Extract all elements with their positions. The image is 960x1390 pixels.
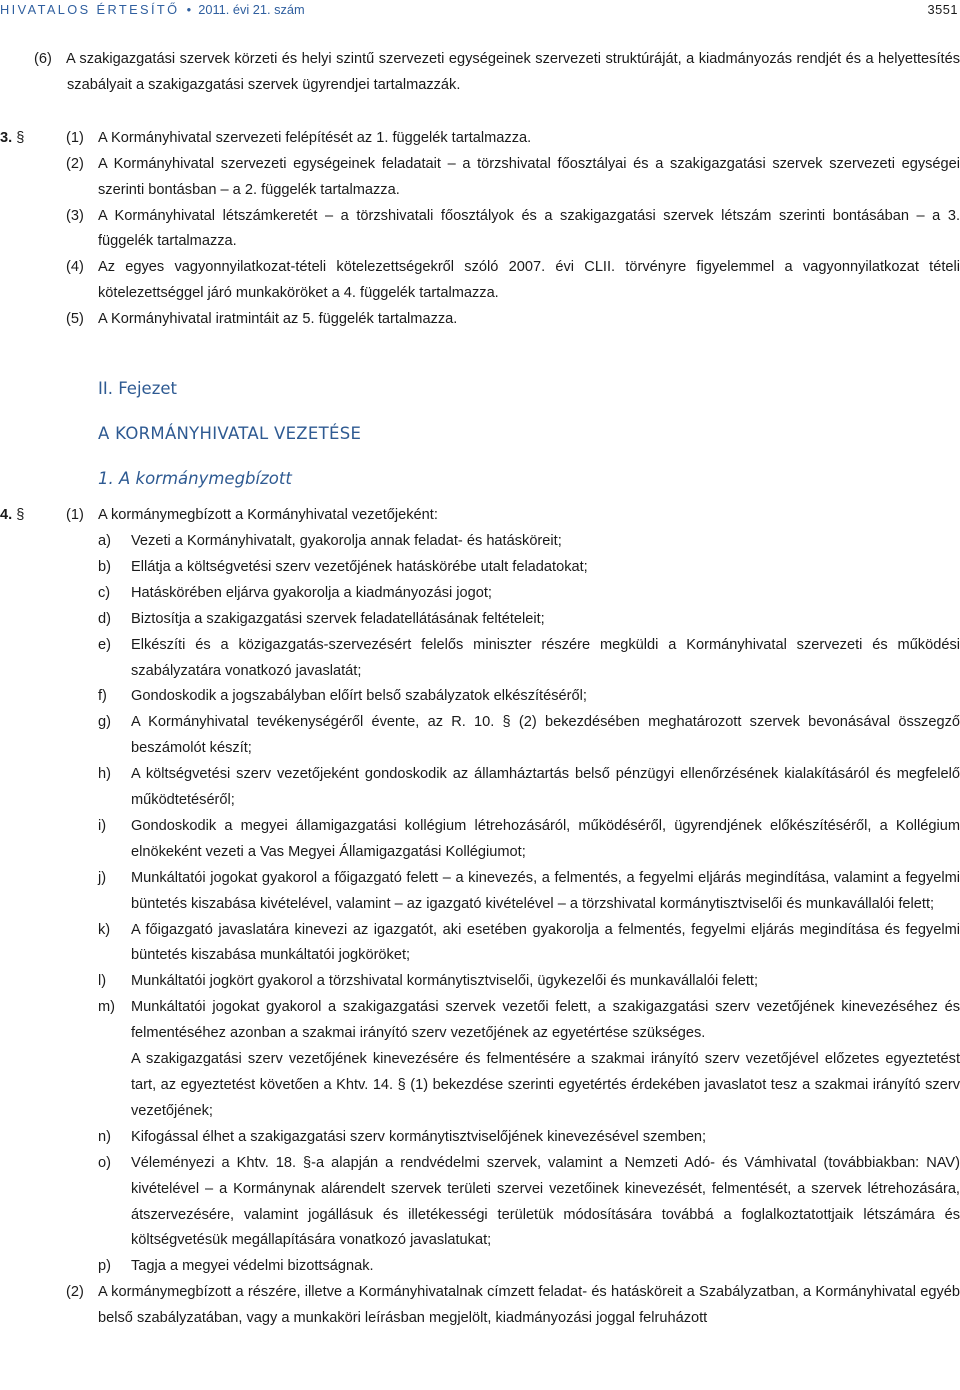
list-item	[0, 684, 960, 710]
section-3-para-3	[0, 204, 960, 256]
list-item	[0, 1254, 960, 1280]
list-item	[0, 762, 960, 814]
list-item	[0, 918, 960, 970]
paragraph-text: A kormánymegbízott a részére, illetve a Kormányhivatalnak címzett feladat- és hatásköreit a Szabályzatban, a Kormányhivatal egyéb belső szabályzatában, vagy a munkaköri leírásban megjelölt, kiadmányozási joggal felruházott	[98, 1284, 960, 1327]
list-item-text: Ellátja a költségvetési szerv vezetőjének hatáskörébe utalt feladatokat;	[131, 558, 588, 575]
journal-name: HIVATALOS ÉRTESÍTŐ	[0, 2, 180, 17]
list-item-text: A költségvetési szerv vezetőjeként gondoskodik az államháztartás belső pénzügyi ellenőrzésének kialakításáról és megfelelő működtetéséről;	[131, 766, 960, 809]
chapter-title: A KORMÁNYHIVATAL VEZETÉSE	[98, 424, 362, 444]
chapter-subtitle: 1. A kormánymegbízott	[98, 469, 292, 489]
paragraph-number: (5)	[66, 311, 84, 328]
list-item	[0, 607, 960, 633]
page-number: 3551	[927, 2, 958, 17]
list-item	[0, 1151, 960, 1255]
list-letter: k)	[98, 921, 111, 938]
issue-label: 2011. évi 21. szám	[198, 2, 305, 17]
list-item	[0, 814, 960, 866]
list-item-text: Hatáskörében eljárva gyakorolja a kiadmányozási jogot;	[131, 584, 492, 601]
list-letter: n)	[98, 1128, 111, 1145]
list-letter: i)	[98, 817, 107, 834]
list-letter: l)	[98, 973, 107, 990]
chapter-number: II. Fejezet	[98, 379, 177, 399]
list-item	[0, 555, 960, 581]
section-4	[0, 503, 960, 1332]
list-item-text: A Kormányhivatal tevékenységéről évente, az R. 10. § (2) bekezdésében meghatározott szervek bevonásával összegző beszámolót készít;	[131, 714, 960, 757]
list-item-text: A főigazgató javaslatára kinevezi az igazgatót, aki esetében gyakorolja a felmentés, fegyelmi eljárás megindítása és fegyelmi büntetés kiszabása munkáltatói jogköröket;	[131, 921, 960, 964]
paragraph-number: (1)	[66, 507, 84, 524]
section-number: 3. §	[0, 129, 25, 146]
header-bullet: •	[186, 2, 192, 17]
list-item-continuation: A szakigazgatási szerv vezetőjének kinevezésére és felmentésére a szakmai irányító szerv vezetőjével előzetes egyeztetést tart, az egyeztetést követően a Khtv. 14. § (1) bekezdése szerinti egyetértés érdekében javaslatot tesz a szakmai irányító szerv vezetőjének;	[131, 1051, 960, 1119]
list-letter: b)	[98, 558, 111, 575]
list-letter: g)	[98, 714, 111, 731]
section-number: 4. §	[0, 507, 25, 524]
paragraph-text: A szakigazgatási szervek körzeti és helyi szintű szervezeti egységeinek szervezeti struktúráját, a kiadmányozás rendjét és a helyettesítés szabályait a szakigazgatási szervek ügyrendjei tartalmazzák.	[66, 51, 960, 93]
list-item	[0, 710, 960, 762]
paragraph-6	[0, 47, 960, 99]
list-letter: p)	[98, 1258, 111, 1275]
running-header	[0, 0, 960, 20]
list-letter: f)	[98, 688, 107, 705]
page-body	[0, 47, 960, 1332]
paragraph-number: (2)	[66, 155, 84, 172]
list-item	[0, 995, 960, 1047]
list-item-text: Elkészíti és a közigazgatás-szervezésért felelős miniszter részére megküldi a Kormányhivatal szervezeti és működési szabályzatára vonatkozó javaslatát;	[131, 636, 960, 679]
section-3-para-5	[0, 307, 960, 333]
section-4-para-1	[0, 503, 960, 529]
list-item-text: Kifogással élhet a szakigazgatási szerv kormánytisztviselőjének kinevezésével szemben;	[131, 1128, 707, 1145]
journal-title	[0, 0, 305, 20]
paragraph-text: A Kormányhivatal iratmintáit az 5. függelék tartalmazza.	[98, 311, 458, 328]
paragraph-number: (1)	[66, 129, 84, 146]
list-letter: h)	[98, 766, 111, 783]
section-3-para-1	[0, 126, 960, 152]
list-item-text: Tagja a megyei védelmi bizottságnak.	[131, 1258, 374, 1275]
paragraph-number: (4)	[66, 259, 84, 276]
list-letter: j)	[98, 869, 107, 886]
list-letter: c)	[98, 584, 111, 601]
paragraph-text: A Kormányhivatal szervezeti felépítését az 1. függelék tartalmazza.	[98, 129, 532, 146]
paragraph-text: A Kormányhivatal létszámkeretét – a törzshivatali főosztályok és a szakigazgatási szervek létszám szerinti bontásában – a 3. függelék tartalmazza.	[98, 207, 960, 250]
paragraph-number: (2)	[66, 1284, 84, 1301]
section-3	[0, 126, 960, 333]
list-letter: d)	[98, 610, 111, 627]
list-item	[0, 866, 960, 918]
list-item	[0, 1125, 960, 1151]
list-item-text: Biztosítja a szakigazgatási szervek feladatellátásának feltételeit;	[131, 610, 545, 627]
paragraph-text: A Kormányhivatal szervezeti egységeinek feladatait – a törzshivatal főosztályai és a szakigazgatási szervek szervezeti egységei szerinti bontásban – a 2. függelék tartalmazza.	[98, 155, 960, 198]
list-item	[0, 633, 960, 685]
list-item-text: Gondoskodik a jogszabályban előírt belső szabályzatok elkészítéséről;	[131, 688, 587, 705]
list-letter: e)	[98, 636, 111, 653]
list-item-text: Munkáltatói jogokat gyakorol a főigazgató felett – a kinevezés, a felmentés, a fegyelmi eljárás megindítása, valamint a fegyelmi büntetés kiszabása kivételével, valamint – az igazgató kivételével – a törzshivatal kormánytisztviselői és munkavállalói felett;	[131, 869, 960, 912]
duty-list	[0, 529, 960, 1280]
paragraph-text: Az egyes vagyonnyilatkozat-tételi kötelezettségekről szóló 2007. évi CLII. törvényre figyelemmel a vagyonnyilatkozat tételi kötelezettséggel járó munkaköröket a 4. függelék tartalmazza.	[98, 259, 960, 302]
section-3-para-2	[0, 152, 960, 204]
list-letter: o)	[98, 1154, 111, 1171]
list-item-text: Véleményezi a Khtv. 18. §-a alapján a rendvédelmi szervek, valamint a Nemzeti Adó- és Vámhivatal (továbbiakban: NAV) kivételével – a Kormánynak alárendelt szervek területi szervei vezetőinek kinevezését, felmentését, a szervek létrehozására, átszervezésére, valamint jogállásuk és illetékességi területük módosítására továbbá a foglalkoztatottjaik létszámára és költségvetésük megállapítására vonatkozó javaslatukat;	[131, 1154, 960, 1249]
list-item-text: Munkáltatói jogokat gyakorol a szakigazgatási szervek vezetői felett, a szakigazgatási szerv vezetőjének kinevezéséhez és felmentéséhez azonban a szakmai irányító szerv vezetőjének az egyetértése szükséges.	[131, 999, 960, 1042]
list-letter: m)	[98, 999, 116, 1016]
section-3-para-4	[0, 255, 960, 307]
list-item-text: Gondoskodik a megyei államigazgatási kollégium létrehozásáról, működéséről, ügyrendjének előkészítéséről, a Kollégium elnökeként vezeti a Vas Megyei Államigazgatási Kollégiumot;	[131, 817, 960, 860]
paragraph-number: (3)	[66, 207, 84, 224]
list-item	[0, 581, 960, 607]
list-item	[0, 529, 960, 555]
list-letter: a)	[98, 532, 111, 549]
section-4-para-2	[0, 1280, 960, 1332]
paragraph-number: (6)	[34, 51, 52, 67]
list-item-text: Vezeti a Kormányhivatalt, gyakorolja annak feladat- és hatásköreit;	[131, 532, 562, 549]
paragraph-text: A kormánymegbízott a Kormányhivatal vezetőjeként:	[98, 507, 438, 524]
list-item	[0, 969, 960, 995]
list-item-text: Munkáltatói jogkört gyakorol a törzshivatal kormánytisztviselői, ügykezelői és munkavállalói felett;	[131, 973, 759, 990]
